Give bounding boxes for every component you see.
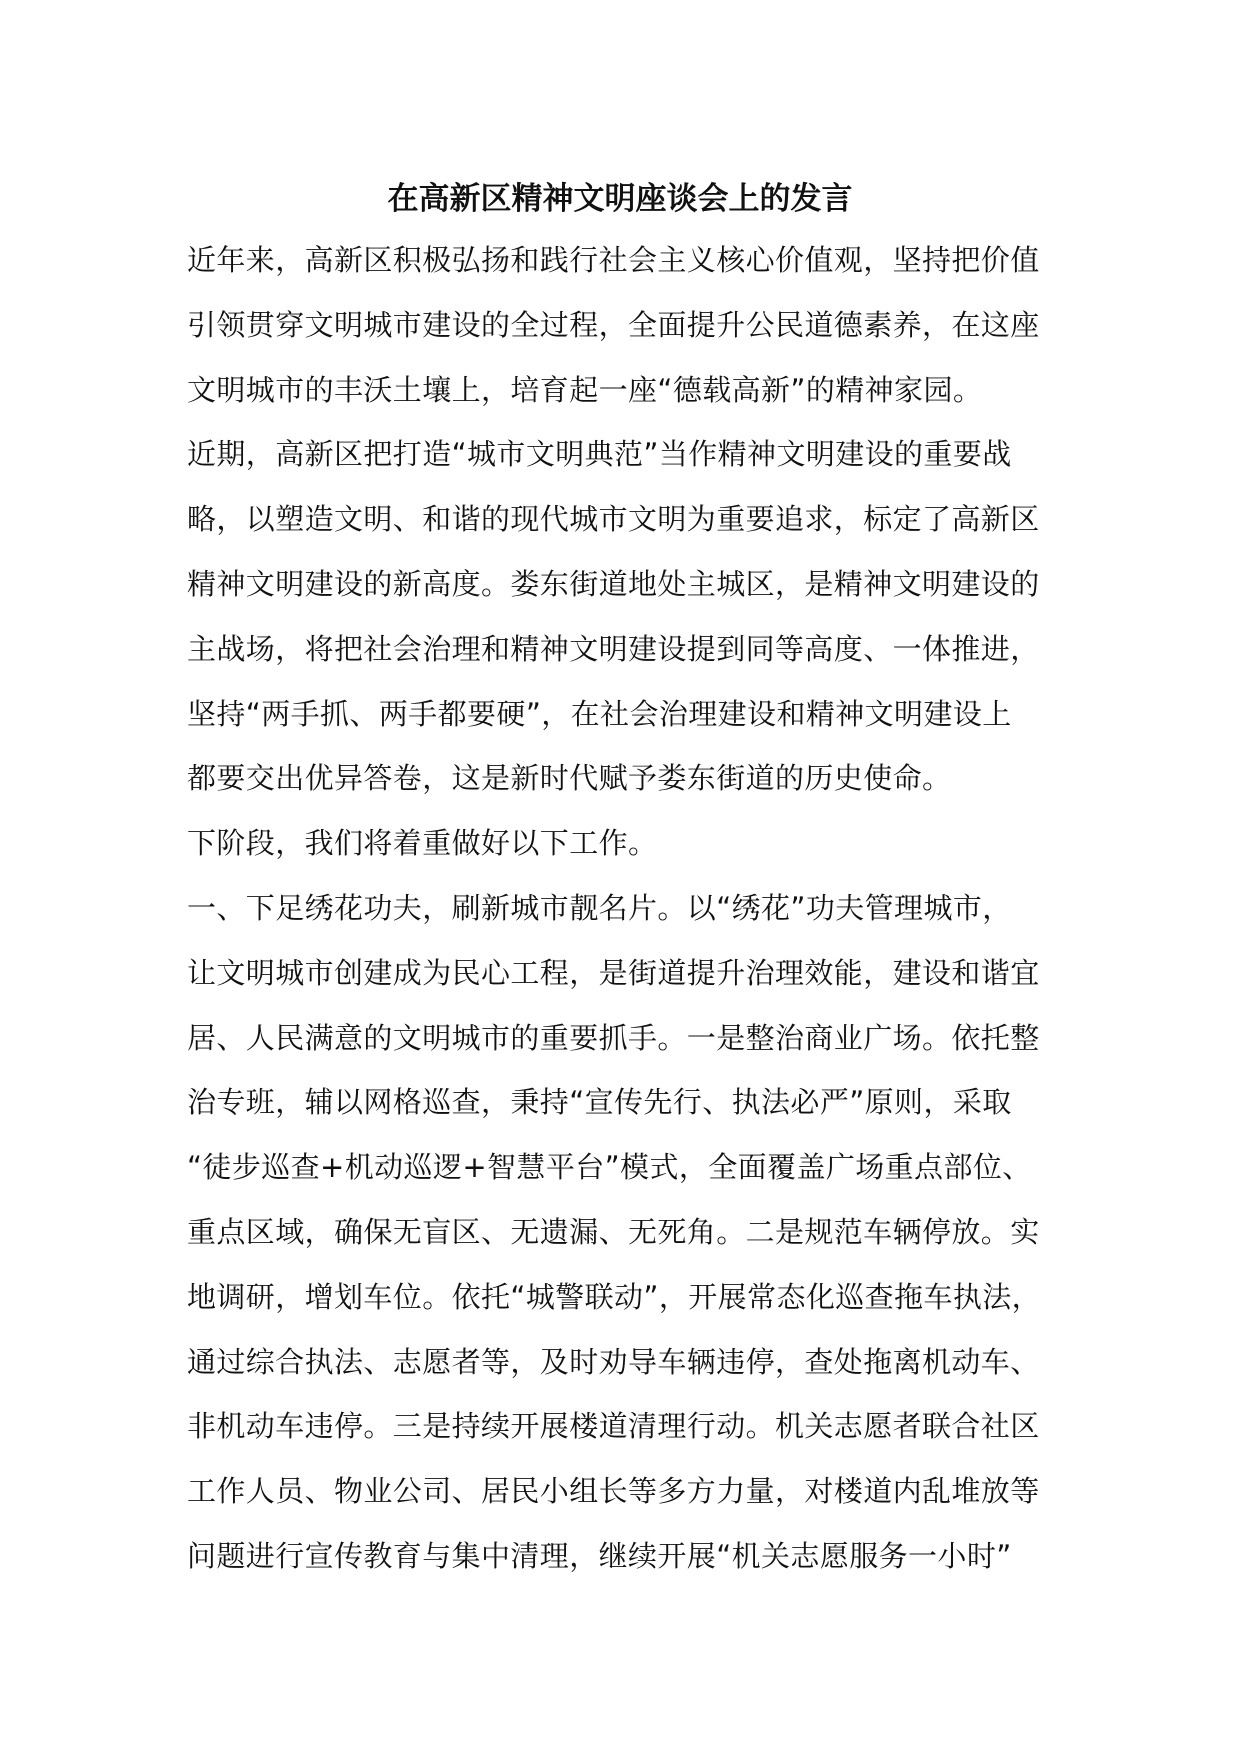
text-line: 近年来，高新区积极弘扬和践行社会主义核心价值观，坚持把价值 — [187, 243, 1040, 277]
text-line: 一、下足绣花功夫，刷新城市靓名片。以“绣花”功夫管理城市， — [187, 890, 1012, 925]
text-line: 主战场，将把社会治理和精神文明建设提到同等高度、一体推进， — [187, 631, 1040, 666]
text-line: 问题进行宣传教育与集中清理，继续开展“机关志愿服务一小时” — [187, 1538, 1012, 1573]
text-line: 坚持“两手抓、两手都要硬”，在社会治理建设和精神文明建设上 — [187, 696, 1012, 731]
text-line: 通过综合执法、志愿者等，及时劝导车辆违停，查处拖离机动车、 — [187, 1344, 1040, 1379]
text-line: 工作人员、物业公司、居民小组长等多方力量，对楼道内乱堆放等 — [187, 1474, 1040, 1509]
text-line: 居、人民满意的文明城市的重要抓手。一是整治商业广场。依托整 — [187, 1020, 1040, 1055]
text-line: 都要交出优异答卷，这是新时代赋予娄东街道的历史使命。 — [187, 761, 952, 796]
text-line: 让文明城市创建成为民心工程，是街道提升治理效能，建设和谐宜 — [187, 955, 1040, 990]
text-line: 近期，高新区把打造“城市文明典范”当作精神文明建设的重要战 — [187, 437, 1012, 472]
document-title: 在高新区精神文明座谈会上的发言 — [387, 181, 853, 217]
text-line: 略，以塑造文明、和谐的现代城市文明为重要追求，标定了高新区 — [187, 502, 1040, 537]
text-line: 引领贯穿文明城市建设的全过程，全面提升公民道德素养，在这座 — [187, 307, 1040, 342]
text-line: 文明城市的丰沃土壤上，培育起一座“德载高新”的精神家园。 — [187, 372, 983, 407]
text-line: 重点区域，确保无盲区、无遗漏、无死角。二是规范车辆停放。实 — [187, 1214, 1040, 1249]
text-line: 非机动车违停。三是持续开展楼道清理行动。机关志愿者联合社区 — [187, 1409, 1040, 1444]
text-line: 治专班，辅以网格巡查，秉持“宣传先行、执法必严”原则，采取 — [187, 1085, 1012, 1120]
text-line: 地调研，增划车位。依托“城警联动”，开展常态化巡查拖车执法， — [187, 1279, 1042, 1314]
text-line: 下阶段，我们将着重做好以下工作。 — [187, 826, 658, 861]
document-body — [187, 228, 1087, 1589]
text-line: 精神文明建设的新高度。娄东街道地处主城区，是精神文明建设的 — [187, 566, 1040, 601]
text-line: “徒步巡查+机动巡逻+智慧平台”模式，全面覆盖广场重点部位、 — [187, 1150, 1032, 1185]
